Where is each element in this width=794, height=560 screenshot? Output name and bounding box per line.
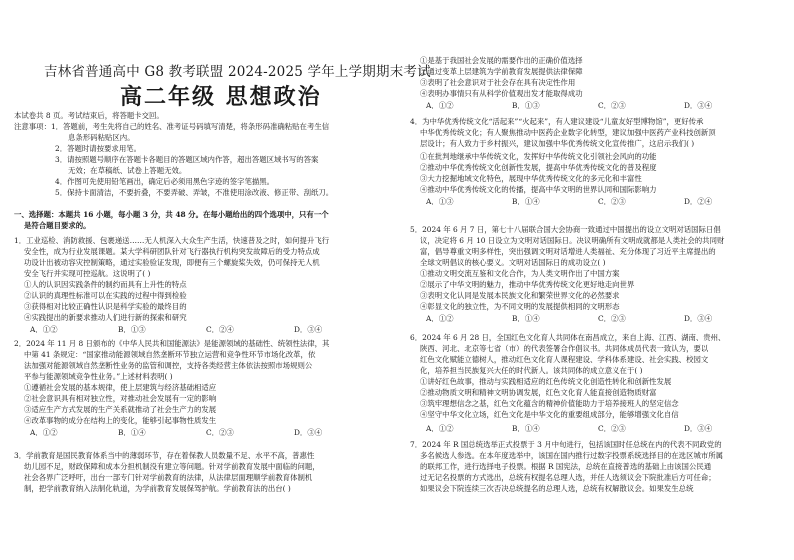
q4-answer-b: B．①④	[512, 197, 540, 206]
notes-line-1b: 息条形码粘贴区内。	[68, 133, 135, 142]
q6-stem-line: 化，培养担当民族复兴大任的时代新人。该共同体的成立意义在于( )	[420, 366, 643, 375]
exam-subject-heading: 高二年级 思想政治	[120, 85, 322, 110]
notes-line-1: 注意事项：1．答题前，考生先将自己的姓名、准考证号码填写清楚，将条形码准确粘贴在考生信	[14, 122, 330, 131]
q6-statement: ③筑牢理想信念之基，红色文化蕴含的精神价值能助力于培养接班人的坚定信念	[420, 399, 679, 408]
q2-statement: ③适应生产方式发展的生产关系就推动了社会生产力的发展	[24, 405, 217, 414]
notes-line-4: 4．作图可先使用铅笔画出，确定后必须用黑色字迹的签字笔描黑。	[55, 177, 275, 186]
q4-answer-d: D．②④	[684, 197, 713, 206]
q4-statement: ③大力挖掘地域文化特色，展现中华优秀传统文化的多元化和丰富性	[420, 174, 642, 183]
q1-statement: ④实践提出的新要求推动人们进行新的探索和研究	[24, 313, 187, 322]
q1-answer-c: C．②④	[206, 325, 234, 334]
q5-stem-line: 议，决定将 6 月 10 日设立为文明对话国际日。决议明确所有文明成就都是人类社会的共同财	[420, 236, 725, 245]
q3-stem-line: 制，把学前教育纳入法制化轨道，为学前教育发展保驾护航。学前教育法的出台( )	[24, 484, 291, 493]
q1-answer-b: B．①③	[118, 325, 146, 334]
notes-line-5: 5．保持卡面清洁，不要折叠，不要弄破、弄皱，不准使用涂改液、修正带、刮纸刀。	[55, 188, 334, 197]
q1-stem-line: 安全性，成为行业发展课题。某大学科研团队针对飞行器执行机构突发故障后的受力特点成	[24, 247, 320, 256]
q3-answer-d: D．③④	[684, 101, 713, 110]
notes-line-2: 2．答题时请按要求用笔。	[55, 144, 142, 153]
q4-answer-c: C．②③	[598, 197, 626, 206]
q2-stem-line: 平参与能源领域竞争性业务。”上述材料表明( )	[24, 372, 173, 381]
q5-answer-b: B．①④	[512, 314, 540, 323]
q3-statement: ④表明办事情只有从科学价值观出发才能取得成功	[420, 89, 583, 98]
q5-answer-d: D．③④	[684, 314, 713, 323]
q4-answer-a: A．①③	[426, 197, 454, 206]
q2-stem-line: 2．2024 年 11 月 8 日颁布的《中华人民共和国能源法》是能源领域的基础性、统领性法律，其	[14, 339, 330, 348]
section-heading-line-2: 是符合题目要求的。	[24, 221, 91, 230]
q3-statement: ①是基于我国社会发展的需要作出的正确价值选择	[420, 56, 583, 65]
q1-answer-a: A．①②	[30, 325, 58, 334]
q2-answer-b: B．①④	[118, 428, 146, 437]
q5-statement: ②展示了中华文明的魅力，推动中华优秀传统文化更好地走向世界	[420, 280, 635, 289]
notes-line-3b: 无效；在草稿纸、试卷上答题无效。	[68, 166, 187, 175]
q3-stem-line: 3．学前教育是国民教育体系当中的薄弱环节，存在着保教人员数量不足、水平不高，普惠性	[14, 451, 315, 460]
q6-answer-b: B．①④	[512, 424, 540, 433]
q2-answer-a: A．①②	[30, 428, 58, 437]
q2-statement: ①遵循社会发展的基本规律，使上层建筑与经济基础相适应	[24, 383, 217, 392]
q2-answer-c: C．②③	[206, 428, 234, 437]
q1-stem-line: 1．工业巡检、消防救援、包裹递送……无人机深入大众生产生活，快速普及之时，如何提升飞行	[14, 236, 330, 245]
q4-statement: ①在批判地继承中华传统文化，发挥好中华传统文化引领社会风向的功能	[420, 152, 657, 161]
q3-statement: ③表明了社会意识对于社会存在具有决定性作用	[420, 78, 576, 87]
q2-answer-d: D．③④	[294, 428, 323, 437]
q6-answer-a: A．①②	[426, 424, 454, 433]
q6-statement: ④坚守中华文化立场，红色文化是中华文化的重要组成部分，能够增强文化自信	[420, 410, 679, 419]
q5-answer-c: C．②③	[598, 314, 626, 323]
q7-stem-line: 过无记名投票的方式选出，总统有权提名总理人选，并任人选须议会下院批准后方可任命；	[420, 473, 716, 482]
notes-line-3: 3．请按照题号顺序在答题卡各题目的答题区域内作答，超出答题区域书写的答案	[55, 155, 319, 164]
q6-stem-line: 6．2024 年 6 月 28 日，全国红色文化育人共同体在南昌成立，来自上海、江西、湖南、贵州、	[410, 333, 726, 342]
q5-stem-line: 5．2024 年 6 月 7 日，第七十八届联合国大会协商一致通过中国提出的设立文明对话国际日倡	[410, 225, 721, 234]
q7-stem-line: 7．2024 年 R 国总统选举正式投票于 3 月中旬进行，包括该国时任总统在内的代表不同政党的	[410, 440, 722, 449]
q4-stem-line: 4．为中华优秀传统文化“活起来”“火起来”，有人建议建设“儿童友好型博物馆”，更好传承	[410, 117, 704, 126]
intro-pages-time: 本试卷共 8 页。考试结束后，将答题卡交回。	[14, 111, 164, 120]
q1-statement: ③获得相对比较正确性认识是科学实验的最终目的	[24, 302, 187, 311]
q7-stem-line: 如果议会下院连续三次否决总统提名的总理人选，总统有权解散议会。如果发生总统	[420, 484, 694, 493]
q4-statement: ④推动中华优秀传统文化的传播，提高中华文明的世界认同和国际影响力	[420, 185, 657, 194]
q1-stem-line: 功设计出被动容灾控制策略，通过实验验证发现，即便有三个螺旋桨失效，仍可保持无人机	[24, 258, 320, 267]
q6-statement: ①讲好红色故事，推动与实践相适应的红色传统文化创造性转化和创新性发展	[420, 377, 672, 386]
q3-answer-a: A．①②	[426, 101, 454, 110]
q4-stem-line: 中华优秀传统文化；有人聚焦推动中医药企业数字化转型，建议加强中医药产业科技创新顶	[420, 128, 716, 137]
q4-statement: ②推动中华优秀传统文化创新性发展，提高中华优秀传统文化的普及程度	[420, 163, 657, 172]
q5-statement: ④彰显文化的独立性，为不同文明的发展提供相同的文明形态	[420, 302, 620, 311]
q3-stem-line: 社会各界广泛呼吁，出台一部专门针对学前教育的法律，从法律层面理顺学前教育体制机	[24, 473, 313, 482]
exam-title: 吉林省普通高中 G8 教考联盟 2024-2025 学年上学期期末考试	[44, 64, 431, 80]
q4-stem-line: 层设计；有人致力于乡村振兴，建议加强中华优秀传统文化宣传推广，这启示我们( )	[420, 139, 695, 148]
q7-stem-line: 的联邦工作，进行选择电子投票。根据 R 国宪法，总统在直接普选的基础上由该国公民通	[420, 462, 712, 471]
q2-statement: ②社会意识具有相对独立性，对推动社会发展有一定的影响	[24, 394, 217, 403]
q2-stem-line: 中第 41 条规定：“国家推动能源领域自然垄断环节独立运营和竞争性环节市场化改革，依	[24, 350, 316, 359]
q5-stem-line: 富，倡导尊重文明多样性，突出强调文明对话增进人类福祉、充分体现了习近平主席提出的	[420, 247, 716, 256]
q3-answer-b: B．①③	[512, 101, 540, 110]
q3-statement: ②通过变革上层建筑为学前教育发展提供法律保障	[420, 67, 583, 76]
q3-stem-line: 幼儿园不足，财政保障和成本分担机制没有建立等问题。针对学前教育发展中面临的问题，	[24, 462, 320, 471]
q1-stem-line: 安全飞行并实现可控巡航。这说明了( )	[24, 269, 151, 278]
q6-answer-c: C．②③	[598, 424, 626, 433]
q6-answer-d: D．③④	[684, 424, 713, 433]
q1-answer-d: D．③④	[294, 325, 323, 334]
q3-answer-c: C．②③	[598, 101, 626, 110]
q1-statement: ①人的认识因实践条件的制约而具有上升性的特点	[24, 280, 187, 289]
q7-stem-line: 多名候选人参选。在本年度选举中，该国在国内推行过数字投票系统选择目的在选区城市所属	[420, 451, 724, 460]
q6-statement: ②推动物质文明和精神文明协调发展，红色文化育人能直接创造物质财富	[420, 388, 657, 397]
q5-answer-a: A．①②	[426, 314, 454, 323]
q2-stem-line: 法加强对能源领域自然垄断性业务的监管和调控，支持各类经营主体依法按照市场规则公	[24, 361, 313, 370]
q6-stem-line: 红色文化赋能立德树人，推动红色文化育人课程建设、学科体系建设、社会实践、校园文	[420, 355, 709, 364]
q1-statement: ②认识的真理性标准可以在实践的过程中得到检验	[24, 291, 187, 300]
section-heading-line-1: 一、选择题：本题共 16 小题，每小题 3 分，共 48 分。在每小题给出的四个选项中，只有一个	[14, 210, 329, 219]
q5-statement: ③表明文化认同是发展本民族文化和繁荣世界文化的必然要求	[420, 291, 620, 300]
q5-stem-line: 全球文明倡议的核心要义。文明对话国际日的成功设立( )	[420, 258, 606, 267]
q6-stem-line: 陕西、河北、北京等七省（市）的代表签署合作倡议书。共同体成员代表一致认为，要以	[420, 344, 709, 353]
q5-statement: ①推动文明交流互鉴和文化合作，为人类文明作出了中国方案	[420, 269, 620, 278]
q2-statement: ④改革事物的成分在结构上的变化，能够引起事物性质发生	[24, 416, 217, 425]
